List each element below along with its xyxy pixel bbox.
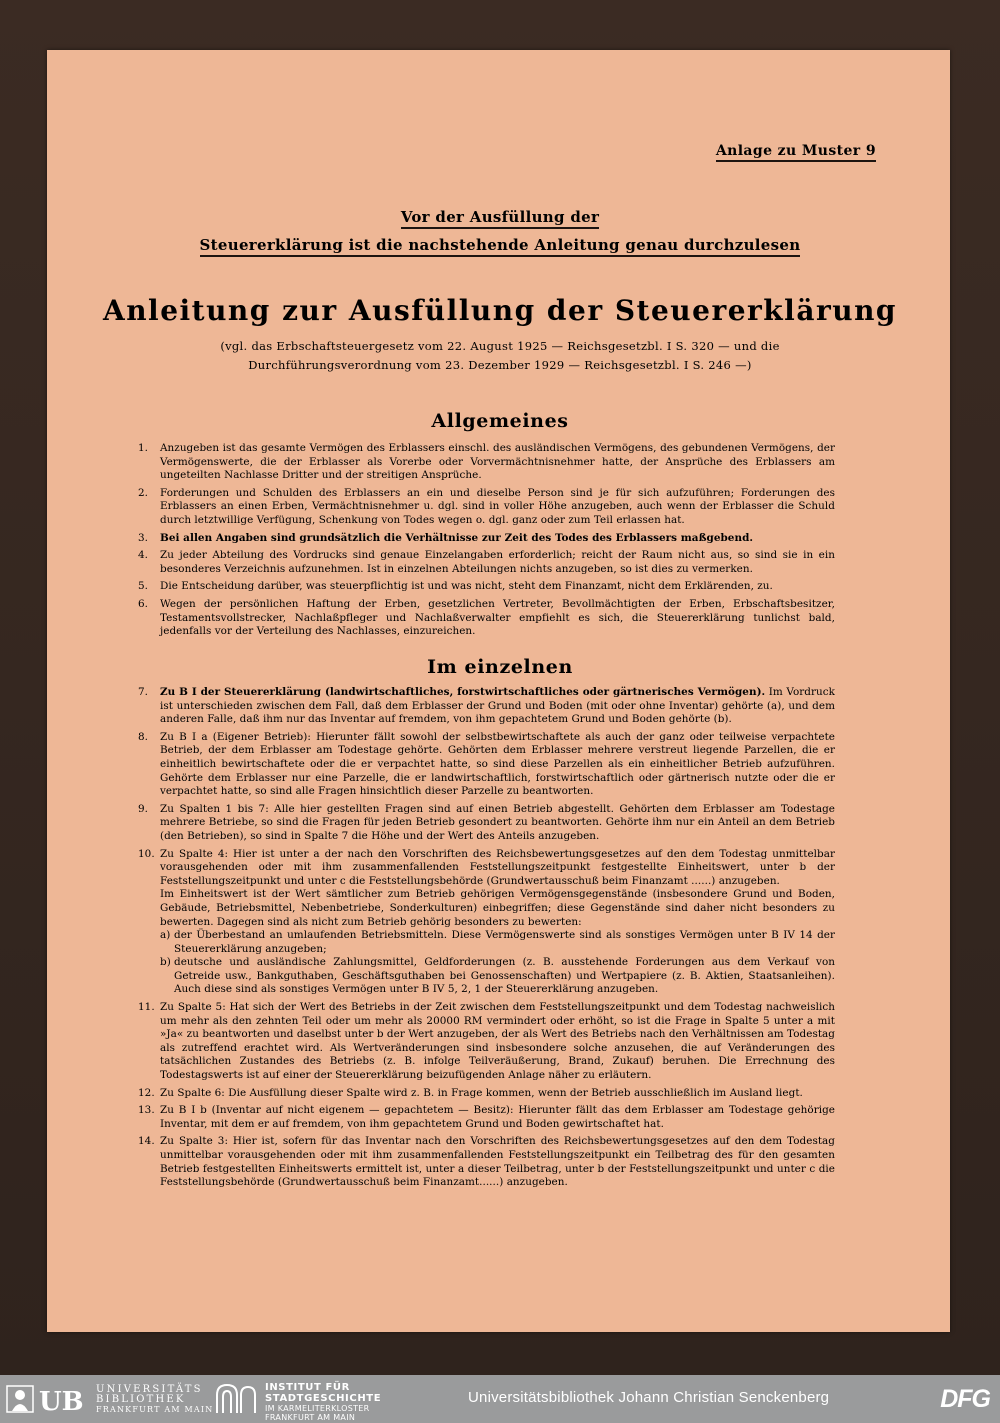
item-text: Zu jeder Abteilung des Vordrucks sind genaue Einzelangaben erforderlich; reicht der Raum nicht aus, so sind sie in ein besonderes Verzeichnis aufzunehmen. Ist in einzelnen Abteilungen nichts anzugeben, so ist dies zu vermerken. [160,549,835,575]
subtitle-line-2: Durchführungsverordnung vom 23. Dezember 1929 — Reichsgesetzbl. I S. 246 —) [248,358,752,372]
list-item [138,731,835,799]
item-number: 14. [138,1135,155,1148]
list-item [138,487,835,528]
list-item [138,532,835,546]
section-heading-allgemeines: Allgemeines [431,410,569,432]
sub-item-a [138,929,835,956]
item-number: 1. [138,442,149,454]
item-text: Bei allen Angaben sind grundsätzlich die Verhältnisse zur Zeit des Todes des Erblassers maßgebend. [160,531,754,544]
item-body: Im Vordruck ist unterschieden zwischen dem Fall, daß dem Erblasser der Grund und Boden (mit oder ohne Inventar) gehörte (a), und dem anderen Falle, daß ihm nur das Inventar auf fremdem, von ihm gepachtetem Grund und Boden gehörte (b). [160,686,835,726]
subtitle-line-1: (vgl. das Erbschaftsteuergesetz vom 22. August 1925 — Reichsgesetzbl. I S. 320 — und die [220,339,780,353]
item-number: 11. [138,1001,155,1014]
item-text: Zu Spalte 5: Hat sich der Wert des Betriebs in der Zeit zwischen dem Feststellungszeitpunkt und dem Todestag nachweislich um mehr als den zehnten Teil oder um mehr als 20000 RM vermindert oder erhöht, so ist die Frage in Spalte 5 unter a mit »Ja« zu beantworten und daselbst unter b der Wert anzugeben, der als Wert des Betriebs nach den Verhältnissen am Todestag als zutreffend erachtet wird. Als Wertveränderungen sind insbesondere solche anzusehen, die auf Veränderungen des tatsächlichen Zustandes des Betriebs (z. B. infolge Teilveräußerung, Brand, Zukauf) beruhen. Die Errechnung des Todestagswerts ist auf einer der Steuererklärung beizufügenden Anlage näher zu erläutern. [160,1001,835,1082]
item-number: 7. [138,686,149,698]
item-text: Wegen der persönlichen Haftung der Erben, gesetzlichen Vertreter, Bevollmächtigten der Erben, Erbschaftsbesitzer, Testamentsvollstrecker, Nachlaßpfleger und Nachlaßverwalter empfiehlt es sich, die Steuererklärung tunlichst bald, jedenfalls vor der Verteilung des Nachlasses, einzureichen. [160,597,835,638]
item-number: 13. [138,1104,155,1117]
ub-logo-icon [6,1383,90,1415]
sub-item-label: b) [160,956,171,969]
item-text: Zu B I a (Eigener Betrieb): Hierunter fällt sowohl der selbstbewirtschaftete als auch der ganz oder teilweise verpachtete Betrieb, der dem Erblasser am Todestage gehörte. Gehörten dem Erblasser mehrere verstreut liegende Parzellen, die er einheitlich bewirtschaftete oder die er verpachtet hatte, so sind diese Parzellen als ein einheitlicher Betrieb aufzuführen. Gehörte dem Erblasser nur eine Parzelle, die er landwirtschaftlich, forstwirtschaftlich oder gärtnerisch nutzte oder die er verpachtet hatte, so sind alle Fragen hinsichtlich dieser Parzelle zu beantworten. [160,730,835,798]
item-text: Forderungen und Schulden des Erblassers an ein und dieselbe Person sind je für sich aufzuführen; Forderungen des Erblassers an einen Erben, Vermächtnisnehmer u. dgl. sind in voller Höhe anzugeben, auch wenn der Erblasser die Schuld durch letztwillige Verfügung, Schenkung von Todes wegen o. dgl. ganz oder zum Teil erlassen hat. [160,486,835,526]
library-name: Universitätsbibliothek Johann Christian Senckenberg [468,1389,830,1406]
item-number: 6. [138,597,149,610]
item-number: 3. [138,531,149,544]
footer-bar [0,1375,1000,1423]
isg-line-2: STADTGESCHICHTE [265,1393,382,1404]
notice-line-2 [0,236,1000,254]
list-item [138,848,835,889]
list-item [138,686,835,727]
notice-line-1 [0,208,1000,226]
items-general [138,442,835,643]
items-detail [138,686,835,1194]
item-text: Anzugeben ist das gesamte Vermögen des Erblassers einschl. des ausländischen Vermögens, des gebundenen Vermögens, der Vermögenswerte, die der Erblasser als Vorerbe oder Vorvermächtnisnehmer hatte, der Ansprüche des Erblassers am ungeteilten Nachlasse Dritter und der streitigen Ansprüche. [160,442,835,482]
item-number: 5. [138,580,149,593]
sub-item-text: der Überbestand an umlaufenden Betriebsmitteln. Diese Vermögenswerte sind als sonstiges Vermögen unter B IV 14 der Steuererklärung anzugeben; [174,929,835,955]
item-text: Zu Spalte 3: Hier ist, sofern für das Inventar nach den Vorschriften des Reichsbewertungsgesetzes auf den dem Todestag unmittelbar vorausgehenden oder mit ihm zusammenfallenden Feststellungszeitpunkt ein Teilbetrag des für den gesamten Betrieb festgestellten Einheitswerts ermittelt ist, unter a dieser Teilbetrag, unter b der Feststellungszeitpunkt und unter c die Feststellungsbehörde (Grundwertausschuß beim Finanzamt......) anzugeben. [160,1135,835,1189]
sub-item-b [138,956,835,997]
list-item [138,598,835,639]
dfg-logo: DFG [940,1385,990,1413]
subtitle [140,337,860,375]
isg-line-3: IM KARMELITERKLOSTER [265,1404,370,1413]
item-text: Die Entscheidung darüber, was steuerpflichtig ist und was nicht, steht dem Finanzamt, nicht dem Erklärenden, zu. [160,580,773,593]
list-item [138,442,835,483]
list-item [138,1001,835,1083]
ub-short: UB [39,1387,84,1415]
page-title: Anleitung zur Ausfüllung der Steuererklärung [102,294,898,327]
item-number: 8. [138,730,149,743]
list-item [138,549,835,576]
isg-line-1: INSTITUT FÜR [265,1382,350,1393]
isg-line-4: FRANKFURT AM MAIN [265,1413,356,1422]
ub-name [96,1385,213,1415]
ub-line-1: UNIVERSITÄTS [96,1384,203,1395]
anlage-label: Anlage zu Muster 9 [716,143,876,162]
sub-item-text: deutsche und ausländische Zahlungsmittel, Geldforderungen (z. B. ausstehende Forderungen aus dem Verkauf von Getreide usw., Bankguthaben, Geschäftsguthaben bei Genossenschaften) und Wertpapiere (z. B. Aktien, Staatsanleihen). Auch diese sind als sonstiges Vermögen unter B IV 5, 2, 1 der Steuererklärung anzugeben. [174,956,835,996]
list-item [138,580,835,594]
notice-text-1: Vor der Ausfüllung der [401,208,599,229]
item-text: Zu Spalten 1 bis 7: Alle hier gestellten Fragen sind auf einen Betrieb abgestellt. Gehörten dem Erblasser am Todestage mehrere Betriebe, so sind die Fragen für jeden Betrieb gesondert zu beantworten. Gehörte ihm nur ein Anteil an dem Betrieb (den Betrieben), so sind in Spalte 7 die Höhe und der Wert des Anteils anzugeben. [160,802,835,842]
item-number: 10. [138,847,155,860]
item-number: 9. [138,802,149,815]
item-text: Zu Spalte 4: Hier ist unter a der nach den Vorschriften des Reichsbewertungsgesetzes auf den dem Todestag unmittelbar vorausgehenden oder mit ihm zusammenfallenden Feststellungszeitpunkt festgestellte Einheitswert, unter b der Feststellungszeitpunkt und unter c die Feststellungsbehörde (Grundwertausschuß beim Finanzamt ......) anzugeben. [160,847,835,887]
item-paragraph: Im Einheitswert ist der Wert sämtlicher zum Betrieb gehörigen Vermögensgegenstände (insbesondere Grund und Boden, Gebäude, Betriebsmittel, Nebenbetriebe, Sonderkulturen) einbegriffen; diese Gegenstände sind daher nicht besonders zu bewerten. Dagegen sind als nicht zum Betrieb gehörig besonders zu bewerten: [160,888,835,928]
item-number: 12. [138,1086,155,1099]
notice-text-2: Steuererklärung ist die nachstehende Anleitung genau durchzulesen [200,236,801,257]
list-item [138,1087,835,1101]
ub-line-2: BIBLIOTHEK [96,1394,186,1405]
item-text: Zu Spalte 6: Die Ausfüllung dieser Spalte wird z. B. in Frage kommen, wenn der Betrieb ausschließlich im Ausland liegt. [160,1086,803,1099]
isg-logo-icon [214,1383,258,1415]
item-number: 2. [138,486,149,499]
list-item [138,1104,835,1131]
list-item [138,1135,835,1189]
item-number: 4. [138,549,149,562]
sub-item-label: a) [160,929,171,942]
item-text: Zu B I b (Inventar auf nicht eigenem — gepachtetem — Besitz): Hierunter fällt das dem Erblasser am Todestage gehörige Inventar, mit dem er auf fremdem, von ihm gepachtetem Grund und Boden gewirtschaftet hat. [160,1104,835,1130]
list-item [138,803,835,844]
ub-line-3: FRANKFURT AM MAIN [96,1405,214,1414]
item-bold-lead: Zu B I der Steuererklärung (landwirtschaftliches, forstwirtschaftliches oder gärtnerisches Vermögen). [160,686,766,698]
item-text [160,686,835,727]
isg-name [265,1382,381,1422]
section-heading-im-einzelnen: Im einzelnen [427,656,573,678]
